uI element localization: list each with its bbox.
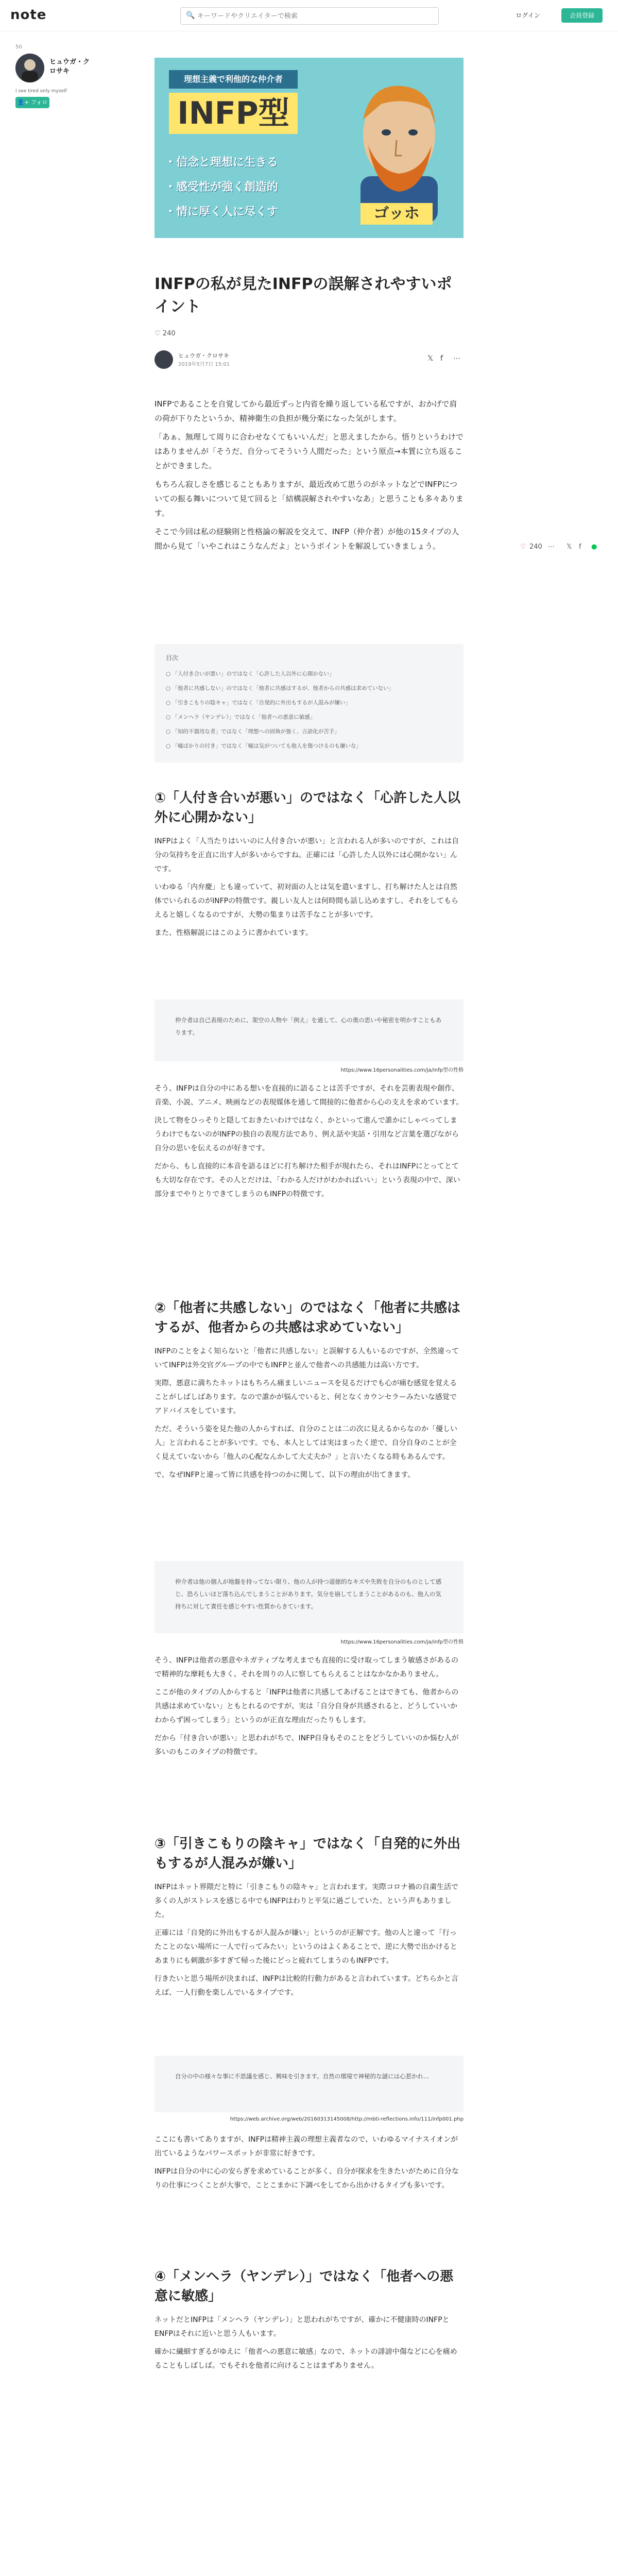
paragraph: だから「付き合いが悪い」と思われがちで、INFP自身もそのことをどうしていいのか悩む人が多いのもこのタイプの特徴です。 [154,1734,459,1756]
author-avatar-small[interactable] [154,350,173,369]
float-like-count: 240 [529,543,542,551]
paragraph: 決して物をひっそりと隠しておきたいわけではなく、かといって進んで誰かにしゃべってしまうわけでもないのがINFPの独自の表現方法であり、例え話や実話・引用など言葉を選びながら自分の思いを伝えるのが好きです。 [154,1116,459,1153]
intro-paragraph: INFPであることを自覚してから最近ずっと内省を繰り返している私ですが、おかげで肩の荷が下りたというか、精神衛生の負担が幾分楽になった気がします。 [154,399,457,423]
user-add-icon: 👤+ [17,99,31,106]
toc-item[interactable]: ○ 「他者に共感しない」のではなく「他者に共感はするが、他者からの共感は求めていない」 [166,685,394,691]
quote-text: 仲介者は他の個人が地盤を持ってない限り、他の人が持つ道徳的なキズや失敗を自分のものとして感じ、恐ろしいほど落ち込んでしまうことがあります。気分を崩してしまうことがあるのも、他人の気持ちに対して責任を感じやすい性質からきています。 [175,1578,442,1610]
paragraph: ここが他のタイプの人からすると「INFPは他者に共感してあげることはできても、他者からの共感は求めていない」ともとれるのですが、実は「自分自身が共感されると、どうしていいかわからず困ってしまう」というのが正直な理由だったりもします。 [154,1688,459,1724]
hero-title: INFP型 [169,93,298,134]
hero-bullets [165,150,335,228]
like-count[interactable] [154,330,176,337]
intro-paragraph: もちろん寂しさを感じることもありますが、最近改めて思うのがネットなどでINFPについての振る舞いについて見て回ると「結構誤解されやすいなあ」と思うことも多々あります。 [154,480,464,518]
paragraph: INFPはネット界隈だと特に「引きこもりの陰キャ」と言われます。実際コロナ禍の自粛生活で多くの人がストレスを感じる中でもINFPはわりと平気に過ごしていた、という声もありました。 [154,1883,458,1919]
quote-block [154,1561,464,1633]
facebook-share-icon[interactable]: f [440,354,443,363]
paragraph: 確かに繊細すぎるがゆえに「他者への悪意に敏感」なので、ネットの誹謗中傷などに心を痛めることもしばしば。でもそれを他者に向けることはまずありません。 [154,2348,457,2370]
section-heading: ④「メンヘラ（ヤンデレ）」ではなく「他者への悪意に敏感」 [154,2269,454,2304]
paragraph: INFPは自分の中に心の安らぎを求めていることが多く、自分が探求を生きたいがために自分なりの仕事につくことが大事で、ことこまかに下調べをしてから出かけるタイプも多いです。 [154,2167,459,2190]
gogh-portrait [330,68,458,223]
hero-figure-label: ゴッホ [360,203,433,225]
search-input[interactable] [196,10,435,22]
author-name[interactable]: ヒュウガ・クロサキ [49,58,90,75]
more-icon[interactable]: ⋯ [453,354,460,363]
hero-bullet: ・情に厚く人に尽くす [165,206,279,218]
paragraph: ネットだとINFPは「メンヘラ（ヤンデレ）」と思われがちですが、確かに不健康時のINFPとENFPはそれに近いと思う人もいます。 [154,2316,450,2338]
float-x-icon[interactable]: 𝕏 [566,543,572,551]
float-heart-icon[interactable]: ♡ [520,543,526,551]
toc-item[interactable]: ○ 「人付き合いが悪い」のではなく「心許した人以外に心開かない」 [166,671,335,677]
toc-heading: 目次 [166,654,179,662]
section-heading: ①「人付き合いが悪い」のではなく「心許した人以外に心開かない」 [154,790,461,825]
toc-item[interactable]: ○ 「引きこもりの陰キャ」ではなく「自発的に外出もするが人混みが嫌い」 [166,700,351,706]
float-line-icon[interactable]: ● [591,543,597,551]
section-body [154,2133,464,2193]
publish-date: 2019年5月7日 15:01 [178,362,230,367]
article-title: INFPの私が見たINFPの誤解されやすいポイント [154,275,452,316]
section-body [154,2313,464,2373]
paragraph: また、性格解説にはこのように書かれています。 [154,929,313,937]
section-body [154,1082,464,1201]
floating-actions [515,541,618,556]
toc-item[interactable]: ○ 「知的不器用な者」ではなく「理想への固執が強く、言語化が苦手」 [166,728,340,735]
paragraph: そう、INFPは自分の中にある想いを直接的に語ることは苦手ですが、それを芸術表現や創作、音楽、小説、アニメ、映画などの表現媒体を通して間接的に他者から心の支えを求めています。 [154,1084,464,1107]
search-box[interactable] [180,7,439,25]
follow-button[interactable] [15,97,49,117]
section-heading: ②「他者に共感しない」のではなく「他者に共感はするが、他者からの共感は求めていない」 [154,1300,461,1335]
paragraph: ただ、そういう姿を見た他の人からすれば、自分のことは二の次に見えるからなのか「優しい人」と言われることが多いです。でも、本人としては実はまったく逆で、自分自身のことが全く見えていないから「他人の心配なんかして大丈夫か？」と言いたくなる時もあるんです。 [154,1425,457,1461]
float-more-icon[interactable]: ⋯ [548,543,555,551]
table-of-contents [154,644,464,762]
float-facebook-icon[interactable]: f [579,543,581,551]
section-heading: ③「引きこもりの陰キャ」ではなく「自発的に外出もするが人混みが嫌い」 [154,1836,461,1871]
author-avatar[interactable] [15,54,44,82]
quote-citation[interactable]: https://web.archive.org/web/20160313145008/http://mbti-reflections.info/111/infp001.php [230,2116,464,2122]
sidebar-label: 50 [15,44,22,50]
like-count-value: 240 [162,330,176,337]
intro-paragraph: そこで今回は私の経験則と性格論の解説を交えて、INFP（仲介者）が他の15タイプの人間から見て「いやこれはこうなんだよ」というポイントを解説していきましょう。 [154,527,459,551]
paragraph: INFPはよく「人当たりはいいのに人付き合いが悪い」と言われる人が多いのですが、これは自分の気持ちを正直に出す人が多いからですね。正確には「心許した人以外には心開かない」んです。 [154,837,459,873]
intro-paragraph: 「あぁ、無理して周りに合わせなくてもいいんだ」と思えましたから。悟りというわけではありませんが「そうだ、自分ってそういう人間だった」という原点→本質に立ち返ることができました。 [154,432,464,470]
paragraph: INFPのことをよく知らないと「他者に共感しない」と誤解する人もいるのですが、全然違っていてINFPは外交官グループの中でもINFPと並んで他者への共感能力は高い方です。 [154,1347,459,1369]
paragraph: 行きたいと思う場所が決まれば、INFPは比較的行動力があると言われています。どちらかと言えば、一人行動を楽しんでいるタイプです。 [154,1975,458,1997]
section-body [154,1880,464,2000]
quote-text: 仲介者は自己表現のために、架空の人物や「例え」を通して、心の奥の思いや秘密を明かすこともあります。 [175,1016,442,1036]
paragraph: いわゆる「内弁慶」とも違っていて、初対面の人とは気を遣いますし、打ち解けた人とは自然体でいられるのがINFPの特徴です。親しい友人とは何時間も話し込めますし、それをしてもらえると嬉しくなるのですが、大勢の集まりは苦手なことが多いです。 [154,883,458,919]
login-button[interactable]: ログイン [516,12,540,19]
note-logo[interactable]: note [10,7,47,23]
section-body [154,1345,464,1482]
toc-item[interactable]: ○ 「メンヘラ（ヤンデレ）」ではなく「他者への悪意に敏感」 [166,714,316,720]
paragraph: 正確には「自発的に外出もするが人混みが嫌い」というのが正解です。他の人と違って「行ったことのない場所に一人で行ってみたい」というのはよくあることで、逆に大勢で出かけるとあまりにも刺激が多すぎて帰った後にどっと疲れてしまうのもINFPです。 [154,1929,457,1965]
top-header [0,0,618,31]
search-icon: 🔍 [186,11,195,20]
paragraph: ここにも書いてありますが、INFPは精神主義の理想主義者なので、いわゆるマイナスイオンが出ているようなパワースポットが非常に好きです。 [154,2136,458,2158]
paragraph: で、なぜINFPと違って皆に共感を持つのかに関して、以下の理由が出てきます。 [154,1471,415,1479]
toc-item[interactable]: ○ 「嘘ばかりの付き」ではなく「嘘は気がついても他人を傷つけるのも嫌いな」 [166,743,362,749]
quote-block [154,2056,464,2112]
hero-image [154,58,464,238]
author-row [154,350,464,371]
quote-citation[interactable]: https://www.16personalities.com/ja/infp型の性格 [340,1067,464,1073]
paragraph: 実際、悪意に満ちたネットはもちろん痛ましいニュースを見るだけでも心が痛む感覚を覚えることがしばしばあります。なので誰かが悩んでいると、何となくカウンセラーみたいな感覚でアドバイスをしています。 [154,1379,457,1415]
paragraph: だから、もし直接的に本音を語るほどに打ち解けた相手が現れたら、それはINFPにとってとても大切な存在です。その人とだけは、「わかる人だけがわかればいい」という表現の中で、深い部分までやりとりできてしまうのもINFPの特徴です。 [154,1162,460,1198]
follow-label: フォロー [29,99,48,117]
section-body [154,835,464,940]
quote-citation[interactable]: https://www.16personalities.com/ja/infp型の性格 [340,1639,464,1645]
signup-button[interactable]: 会員登録 [561,8,603,23]
paragraph: そう、INFPは他者の悪意やネガティブな考えまでも直接的に受け取ってしまう敏感さがあるので精神的な摩耗も大きく、それを周りの人に察してもらえることはなかなかありません。 [154,1656,458,1679]
hero-bullet: ・信念と理想に生きる [165,156,279,169]
article-intro [154,397,464,553]
section-body [154,1654,464,1759]
avatar-image [15,54,44,82]
author-bio: I see tired only myself [15,89,67,94]
hero-subtitle: 理想主義で利他的な仲介者 [169,70,298,89]
heart-icon[interactable]: ♡ [154,330,161,337]
quote-block [154,999,464,1061]
x-share-icon[interactable]: 𝕏 [427,354,434,363]
quote-text: 自分の中の様々な事に不思議を感じ、興味を引きます。自然の環境で神秘的な謎には心惹かれ… [175,2073,430,2080]
author-name-small[interactable]: ヒュウガ・クロサキ [178,352,229,359]
hero-bullet: ・感受性が強く創造的 [165,181,279,194]
